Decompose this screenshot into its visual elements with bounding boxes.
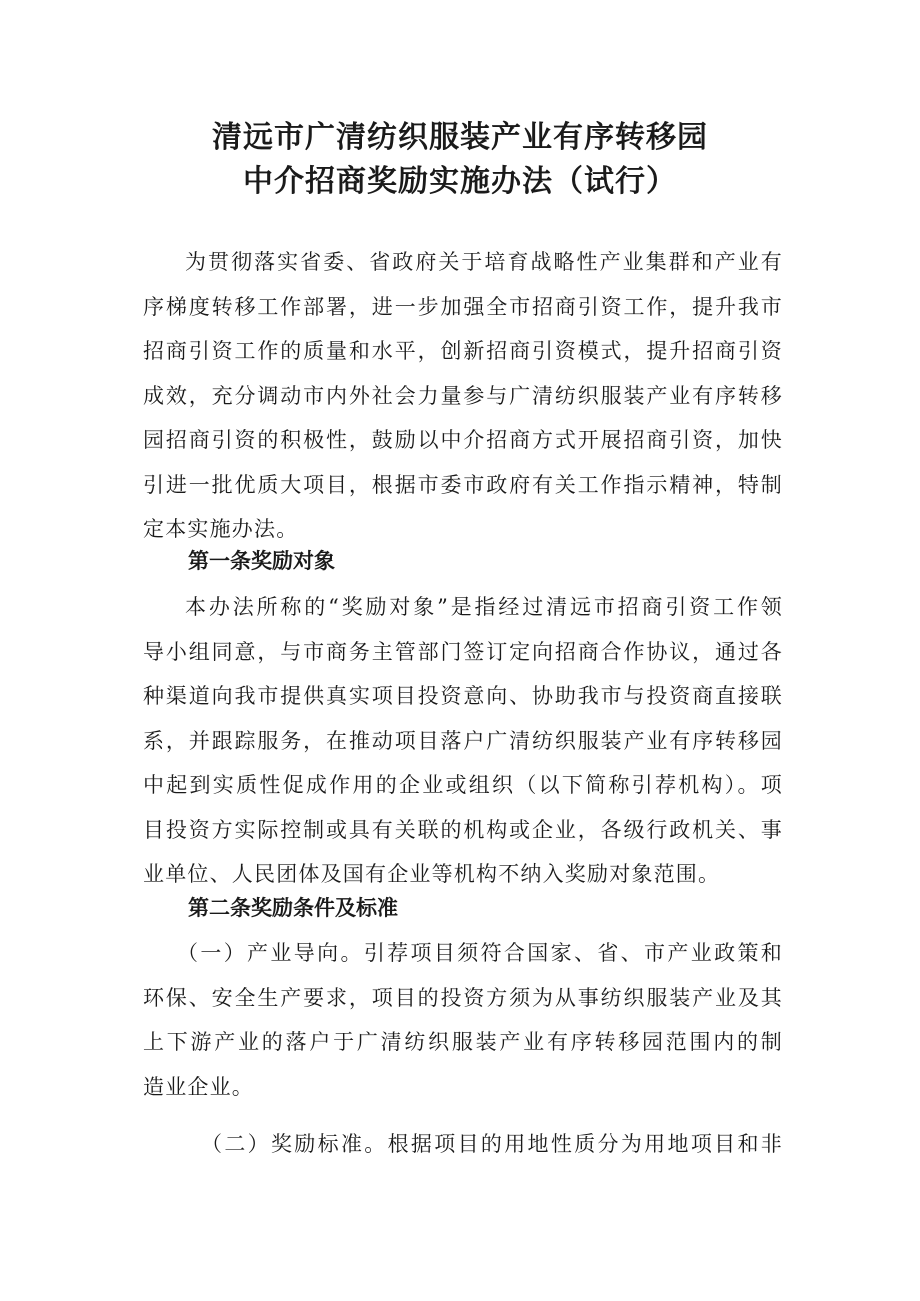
article-1-line: 系，并跟踪服务，在推动项目落户广清纺织服装产业有序转移园	[143, 728, 783, 753]
article-2-item-1-line: 上下游产业的落户于广清纺织服装产业有序转移园范围内的制	[143, 1030, 783, 1054]
intro-line: 定本实施办法。	[143, 517, 299, 541]
article-1-paragraph	[143, 585, 783, 897]
article-1-line: 种渠道向我市提供真实项目投资意向、协助我市与投资商直接联	[143, 684, 783, 708]
article-2-item-2-paragraph	[143, 1122, 783, 1167]
intro-line: 为贯彻落实省委、省政府关于培育战略性产业集群和产业有	[185, 250, 783, 274]
article-2-item-2-line: （二）奖励标准。根据项目的用地性质分为用地项目和非	[201, 1132, 783, 1156]
article-1-line: 本办法所称的“奖励对象”是指经过清远市招商引资工作领	[185, 595, 783, 619]
article-1-line: 导小组同意，与市商务主管部门签订定向招商合作协议，通过各	[143, 639, 783, 664]
article-1-line: 目投资方实际控制或具有关联的机构或企业，各级行政机关、事	[143, 817, 783, 842]
document-title-line-1: 清远市广清纺织服装产业有序转移园	[212, 120, 708, 155]
article-2-item-1-line: 环保、安全生产要求，项目的投资方须为从事纺织服装产业及其	[143, 985, 783, 1010]
intro-line: 引进一批优质大项目，根据市委市政府有关工作指示精神，特制	[143, 472, 783, 497]
article-2-item-1-paragraph	[143, 931, 783, 1109]
article-1-line: 中起到实质性促成作用的企业或组织（以下简称引荐机构）。项	[143, 773, 783, 797]
intro-line: 招商引资工作的质量和水平，创新招商引资模式，提升招商引资	[143, 339, 783, 363]
intro-line: 园招商引资的积极性，鼓励以中介招商方式开展招商引资，加快	[143, 428, 783, 452]
document-title-line-2: 中介招商奖励实施办法（试行）	[243, 164, 677, 199]
article-1-heading: 第一条奖励对象	[188, 549, 335, 573]
article-2-item-1-line: 造业企业。	[143, 1074, 254, 1099]
article-1-line: 业单位、人民团体及国有企业等机构不纳入奖励对象范围。	[143, 862, 721, 886]
intro-line: 序梯度转移工作部署，进一步加强全市招商引资工作，提升我市	[143, 294, 783, 319]
article-2-item-1-line: （一）产业导向。引荐项目须符合国家、省、市产业政策和	[177, 941, 783, 965]
intro-line: 成效，充分调动市内外社会力量参与广清纺织服装产业有序转移	[143, 383, 783, 408]
article-2-heading: 第二条奖励条件及标准	[188, 896, 398, 920]
intro-paragraph	[143, 240, 783, 552]
